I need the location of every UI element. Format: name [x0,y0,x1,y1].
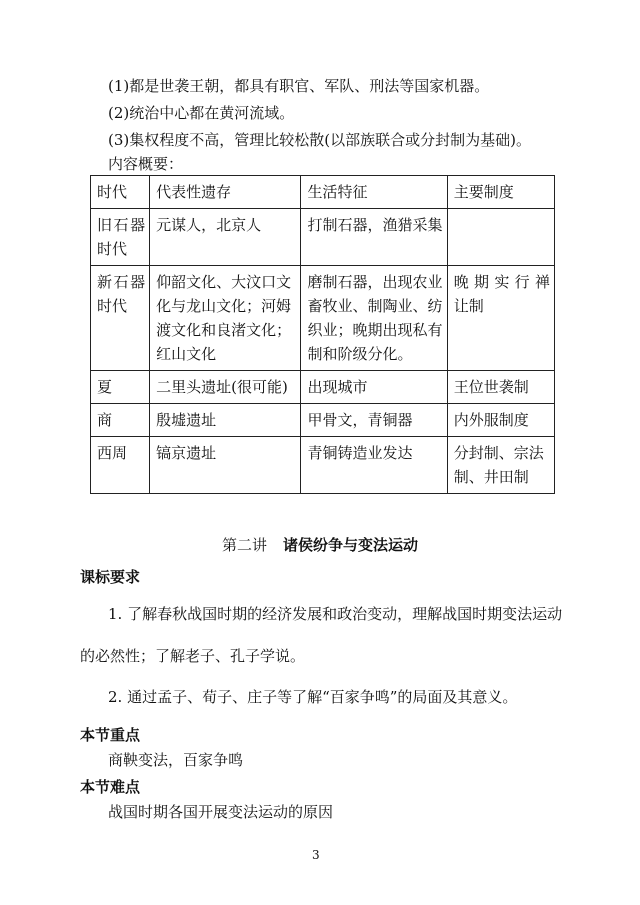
section-heading-difficulties: 本节难点 [80,778,141,796]
table-row [91,371,555,404]
era-cell: 商 [91,404,150,437]
key-points-text: 商鞅变法，百家争鸣 [108,751,244,769]
features-cell: 出现城市 [301,371,447,404]
table-row [91,404,555,437]
table-row [91,266,555,371]
remains-cell: 仰韶文化、大汶口文 化与龙山文化；河姆 渡文化和良渚文化； 红山文化 [150,266,301,371]
table-header-row [91,176,555,209]
section-heading-standards: 课标要求 [80,568,141,586]
point-3: (3)集权程度不高，管理比较松散(以部族联合或分封制为基础)。 [108,131,531,149]
standard-1-line-2: 的必然性；了解老子、孔子学说。 [80,647,306,665]
remains-cell: 二里头遗址(很可能) [150,371,301,404]
system-cell: 内外服制度 [447,404,554,437]
system-cell: 王位世袭制 [447,371,554,404]
system-cell [447,209,554,266]
content-summary-table [90,175,555,494]
system-cell: 晚期实行禅 让制 [447,266,554,371]
era-cell: 旧石器 时代 [91,209,150,266]
era-cell: 新石器 时代 [91,266,150,371]
table-row [91,209,555,266]
standard-2: 2. 通过孟子、荀子、庄子等了解“百家争鸣”的局面及其意义。 [108,688,518,706]
header-cell: 代表性遗存 [150,176,301,209]
features-cell: 青铜铸造业发达 [301,437,447,494]
table-row [91,437,555,494]
features-cell: 打制石器，渔猎采集 [301,209,447,266]
standard-1-line-1: 1. 了解春秋战国时期的经济发展和政治变动，理解战国时期变法运动 [108,605,563,623]
remains-cell: 镐京遗址 [150,437,301,494]
table-caption: 内容概要： [108,155,184,173]
header-cell: 生活特征 [301,176,447,209]
point-1: (1)都是世袭王朝，都具有职官、军队、刑法等国家机器。 [108,77,490,95]
difficulties-text: 战国时期各国开展变法运动的原因 [108,803,334,821]
features-cell: 甲骨文，青铜器 [301,404,447,437]
header-cell: 主要制度 [447,176,554,209]
section-heading-key-points: 本节重点 [80,726,141,744]
features-cell: 磨制石器，出现农业 畜牧业、制陶业、纺 织业；晚期出现私有 制和阶级分化。 [301,266,447,371]
page-number: 3 [312,848,320,862]
lecture-title: 第二讲 诸侯纷争与变法运动 [222,536,419,554]
point-2: (2)统治中心都在黄河流域。 [108,104,295,122]
era-cell: 西周 [91,437,150,494]
system-cell: 分封制、宗法 制、井田制 [447,437,554,494]
header-cell: 时代 [91,176,150,209]
remains-cell: 元谋人，北京人 [150,209,301,266]
era-cell: 夏 [91,371,150,404]
remains-cell: 殷墟遗址 [150,404,301,437]
